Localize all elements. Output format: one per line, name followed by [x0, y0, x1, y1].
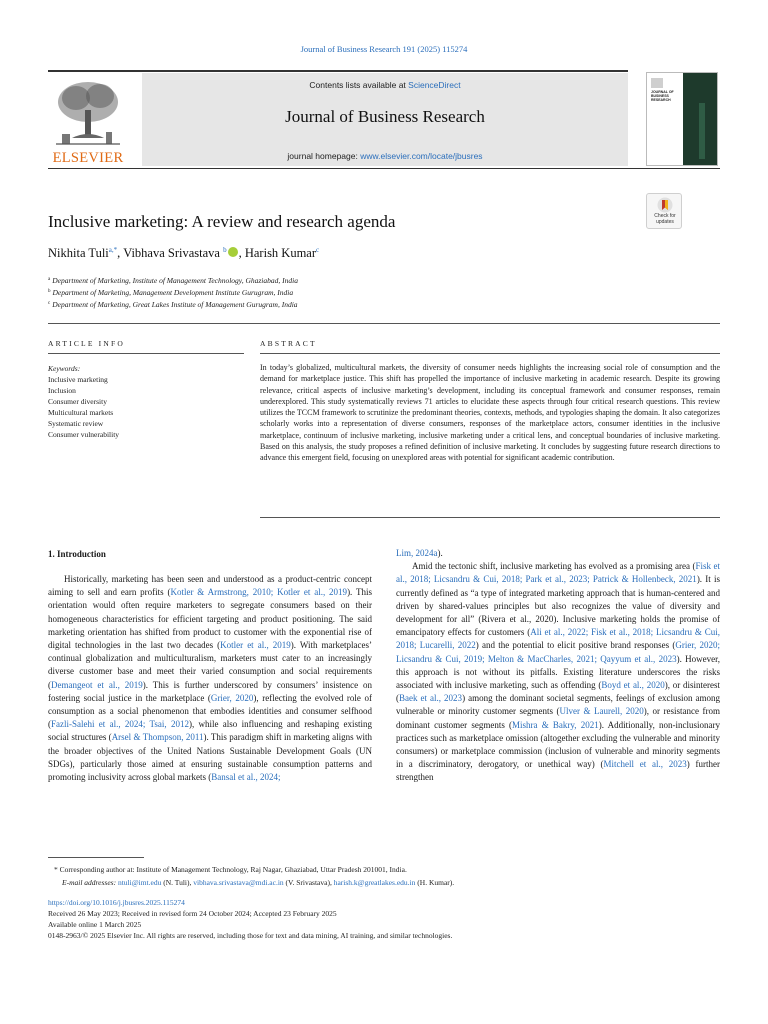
body-text: ), while also influencing and reshaping existing social structures (: [48, 719, 372, 743]
affiliation-item: $^c$ Department of Marketing, Great Lakes Institute of Management Gurugram, India: [48, 300, 298, 309]
abstract-text: In today’s globalized, multicultural markets, the diversity of consumer needs highlights the increasing social role of consumption and the demand for marketplace justice. This shift has propelled the importance of inclusive marketing in academic research. Despite its growing relevance, critical aspects of inclusive marketing’s development, including its conceptual framework and consumer responses, remain underexplored. This study systematically reviews 71 articles to elucidate these aspects through four critical research questions. This review utilizes the TCCM framework to scrutinize the predominant theories, contexts, methods, and typologies shaping the domain. It also categorizes scholarly works into a representation of diverse consumers, responses of the marketplace actors, consumer identities in the inclusive marketplace, continuum of inclusive marketing, inclusive marketing under a critical lens, and conceptual boundaries of inclusive marketing. Based on this analysis, the study proposes a refined definition of inclusive marketing. It concludes by suggesting future research directions to advance this emergent field, focusing on unexplored areas with potential for significant academic contribution.: [260, 363, 720, 463]
author-name[interactable]: Nikhita Tuli: [48, 246, 109, 260]
check-updates-label: Check for updates: [654, 213, 676, 225]
body-text: ). However, this approach is not without its pitfalls. Existing literature underscores the risks associated with inclusive marketing, such as offending (: [396, 653, 720, 691]
author-name[interactable]: Harish Kumar: [244, 246, 317, 260]
keywords-label: Keywords:: [48, 364, 81, 373]
journal-name: Journal of Business Research: [285, 107, 485, 126]
cover-title: JOURNAL OF BUSINESS RESEARCH: [651, 90, 674, 102]
author-affiliation-marker[interactable]: b: [223, 246, 227, 254]
body-column-right: [396, 547, 720, 785]
email-link[interactable]: harish.k@greatlakes.edu.in: [333, 878, 416, 887]
section-divider: [48, 323, 720, 324]
author-affiliation-marker[interactable]: a,*: [108, 246, 118, 254]
abstract-bottom-rule: [260, 517, 720, 518]
citation-link[interactable]: Boyd et al., 2020: [601, 680, 665, 691]
contents-line: [142, 80, 628, 90]
affiliation-item: $^a$ Department of Marketing, Institute of Management Technology, Ghaziabad, India: [48, 276, 298, 285]
check-for-updates-button[interactable]: [646, 193, 682, 229]
email-link[interactable]: ntuli@imt.edu: [117, 878, 162, 887]
body-text: ) further strengthen: [396, 759, 720, 783]
cover-stripe: [683, 73, 717, 165]
corresponding-author-note: * Corresponding author at: Institute of Management Technology, Raj Nagar, Ghaziabad, Uttar Pradesh 201001, India.: [54, 865, 407, 874]
author-name[interactable]: Vibhava Srivastava: [123, 246, 220, 260]
keyword-item: Inclusion: [48, 386, 76, 395]
sciencedirect-link[interactable]: ScienceDirect: [408, 80, 461, 90]
article-info-rule: [48, 353, 244, 354]
citation-link[interactable]: Demangeot et al., 2019: [51, 679, 143, 690]
keywords-list: [48, 363, 119, 440]
section-heading-introduction: 1. Introduction: [48, 549, 106, 559]
abstract-heading: ABSTRACT: [260, 339, 317, 348]
body-text: ) among the dominant societal segments, feelings of exclusion among vulnerable or minority customer segments (: [396, 693, 720, 717]
body-text: ).: [437, 548, 443, 558]
citation-link[interactable]: Fazli-Salehi et al., 2024; Tsai, 2012: [51, 719, 189, 730]
citation-link[interactable]: Mishra & Bakry, 2021: [512, 719, 599, 730]
citation-link[interactable]: Ali et al., 2022; Fisk et al., 2018; Licsandru & Cui, 2018; Lucarelli, 2022: [396, 627, 720, 651]
body-text: ), reflecting the evolved role of consumption as a social phenomenon that embodies identities and consumer selfhood (: [48, 692, 372, 730]
copyright-line: 0148-2963/© 2025 Elsevier Inc. All rights are reserved, including those for text and data mining, AI training, and similar technologies.: [48, 931, 453, 940]
homepage-prefix: journal homepage:: [287, 151, 361, 161]
citation-link[interactable]: Grier, 2020; Licsandru & Cui, 2019; Melton & MacCharles, 2021; Qayyum et al., 2023: [396, 640, 720, 664]
citation-link[interactable]: Kotler et al., 2019: [220, 640, 291, 651]
body-text: ). With marketplaces’ continual globalization and multiculturalism, marketers must cater to an increasingly diverse customer base and meet their varied consumption and social requirements (: [48, 640, 372, 690]
body-text: Historically, marketing has been seen and understood as a product-centric concept aiming to sell and earn profits (: [48, 574, 372, 598]
abstract-top-rule: [260, 353, 720, 354]
citation-link[interactable]: Ulver & Laurell, 2020: [559, 706, 644, 717]
body-text: ). This orientation would often require marketers to segregate consumers based on their homogeneous characteristics for efficient targeting and product positioning. The said marketing orientation has shifted from product to customer with the exponential rise of digital technologies in the last two decades (: [48, 587, 372, 651]
email-link[interactable]: vibhava.srivastava@mdi.ac.in: [193, 878, 284, 887]
body-text: ). This paradigm shift in marketing aligns with the broader objectives of the United Nations Sustainable Development Goals (UN SDGs), particularly those aimed at ensuring sustainable consumption patterns and promoting inclusivity across global markets (: [48, 732, 373, 783]
header-bottom-rule: [48, 168, 720, 169]
keyword-item: Consumer diversity: [48, 397, 107, 406]
homepage-line: [142, 151, 628, 161]
keyword-item: Inclusive marketing: [48, 375, 108, 384]
keyword-item: Multicultural markets: [48, 408, 114, 417]
cover-logo-icon: [651, 78, 663, 88]
keyword-item: Consumer vulnerability: [48, 430, 120, 439]
citation-link[interactable]: Lim, 2024a: [396, 548, 438, 558]
body-text: Amid the tectonic shift, inclusive marketing has evolved as a promising area (: [412, 561, 696, 572]
email-label: E-mail addresses:: [62, 878, 117, 887]
citation-link[interactable]: Mitchell et al., 2023: [603, 759, 687, 770]
contents-prefix: Contents lists available at: [309, 80, 409, 90]
publisher-wordmark: ELSEVIER: [52, 150, 124, 166]
elsevier-logo[interactable]: [48, 76, 128, 168]
paragraph: [48, 573, 372, 784]
bookmark-check-icon: [657, 197, 673, 213]
affiliation-list: [48, 274, 298, 310]
citation-link[interactable]: Baek et al., 2023: [399, 693, 463, 704]
journal-cover-thumbnail[interactable]: [646, 72, 718, 166]
header-top-rule: [48, 70, 628, 72]
paragraph: [396, 560, 720, 784]
online-date: Available online 1 March 2025: [48, 920, 142, 929]
body-text: ). It is currently defined as “a type of integrated marketing approach that is human-centered and driven by shared-values principles but also recognizes the value of diversity and development for all” (Rivera et al., 2020). Inclusive marketing holds the promise of emancipatory effects for customers (: [396, 574, 720, 638]
body-text: ) and the potential to elicit positive brand responses (: [475, 640, 676, 651]
body-text: ), or resistance from dominant customer segments (: [396, 706, 720, 730]
footnote-rule: [48, 857, 144, 858]
article-info-heading: ARTICLE INFO: [48, 339, 125, 348]
journal-header: [142, 73, 628, 166]
paragraph: [396, 547, 720, 560]
author-list: Nikhita Tuli$^{a,*}$, Vibhava Srivastava $^b$ , Harish Kumar$^c$: [48, 246, 320, 260]
keyword-item: Systematic review: [48, 419, 104, 428]
citation-link[interactable]: Bansal et al., 2024;: [211, 772, 281, 783]
citation-link[interactable]: Grier, 2020: [210, 692, 254, 703]
footnotes: [48, 863, 720, 889]
publication-info: [48, 897, 720, 941]
citation-link[interactable]: Arsel & Thompson, 2011: [111, 732, 204, 743]
orcid-icon[interactable]: [228, 247, 238, 257]
author-affiliation-marker[interactable]: c: [316, 246, 320, 254]
doi-link[interactable]: https://doi.org/10.1016/j.jbusres.2025.115274: [48, 898, 185, 907]
body-text: ). Additionally, non-inclusionary practices such as marketplace omission (altogether excluding the vulnerable and minority consumers) or marketplace commission (inclusion of vulnerable and minority segments in a discriminatory, derogatory, or unethical way) (: [396, 719, 720, 770]
received-dates: Received 26 May 2023; Received in revised form 24 October 2024; Accepted 23 February 2025: [48, 909, 337, 918]
body-text: ), or disinterest (: [396, 680, 720, 704]
email-addresses: E-mail addresses: ntuli@imt.edu (N. Tuli), vibhava.srivastava@mdi.ac.in (V. Srivastava), harish.k@greatlakes.edu.in (H. Kumar).: [62, 878, 455, 887]
journal-reference-link[interactable]: Journal of Business Research 191 (2025) 115274: [300, 44, 468, 54]
elsevier-tree-icon: [52, 76, 124, 148]
article-title: Inclusive marketing: A review and research agenda: [48, 212, 396, 231]
affiliation-item: $^b$ Department of Marketing, Management Development Institute Gurugram, India: [48, 288, 294, 297]
citation-link[interactable]: Fisk et al., 2018; Licsandru & Cui, 2018; Park et al., 2023; Patrick & Hollenbeck, 2021: [396, 561, 720, 585]
journal-homepage-link[interactable]: www.elsevier.com/locate/jbusres: [360, 151, 483, 161]
body-column-left: [48, 573, 372, 784]
body-text: ). This is further underscored by consumers’ insistence on fostering social justice in the marketplace (: [48, 679, 372, 703]
citation-link[interactable]: Kotler & Armstrong, 2010; Kotler et al., 2019: [170, 587, 348, 598]
